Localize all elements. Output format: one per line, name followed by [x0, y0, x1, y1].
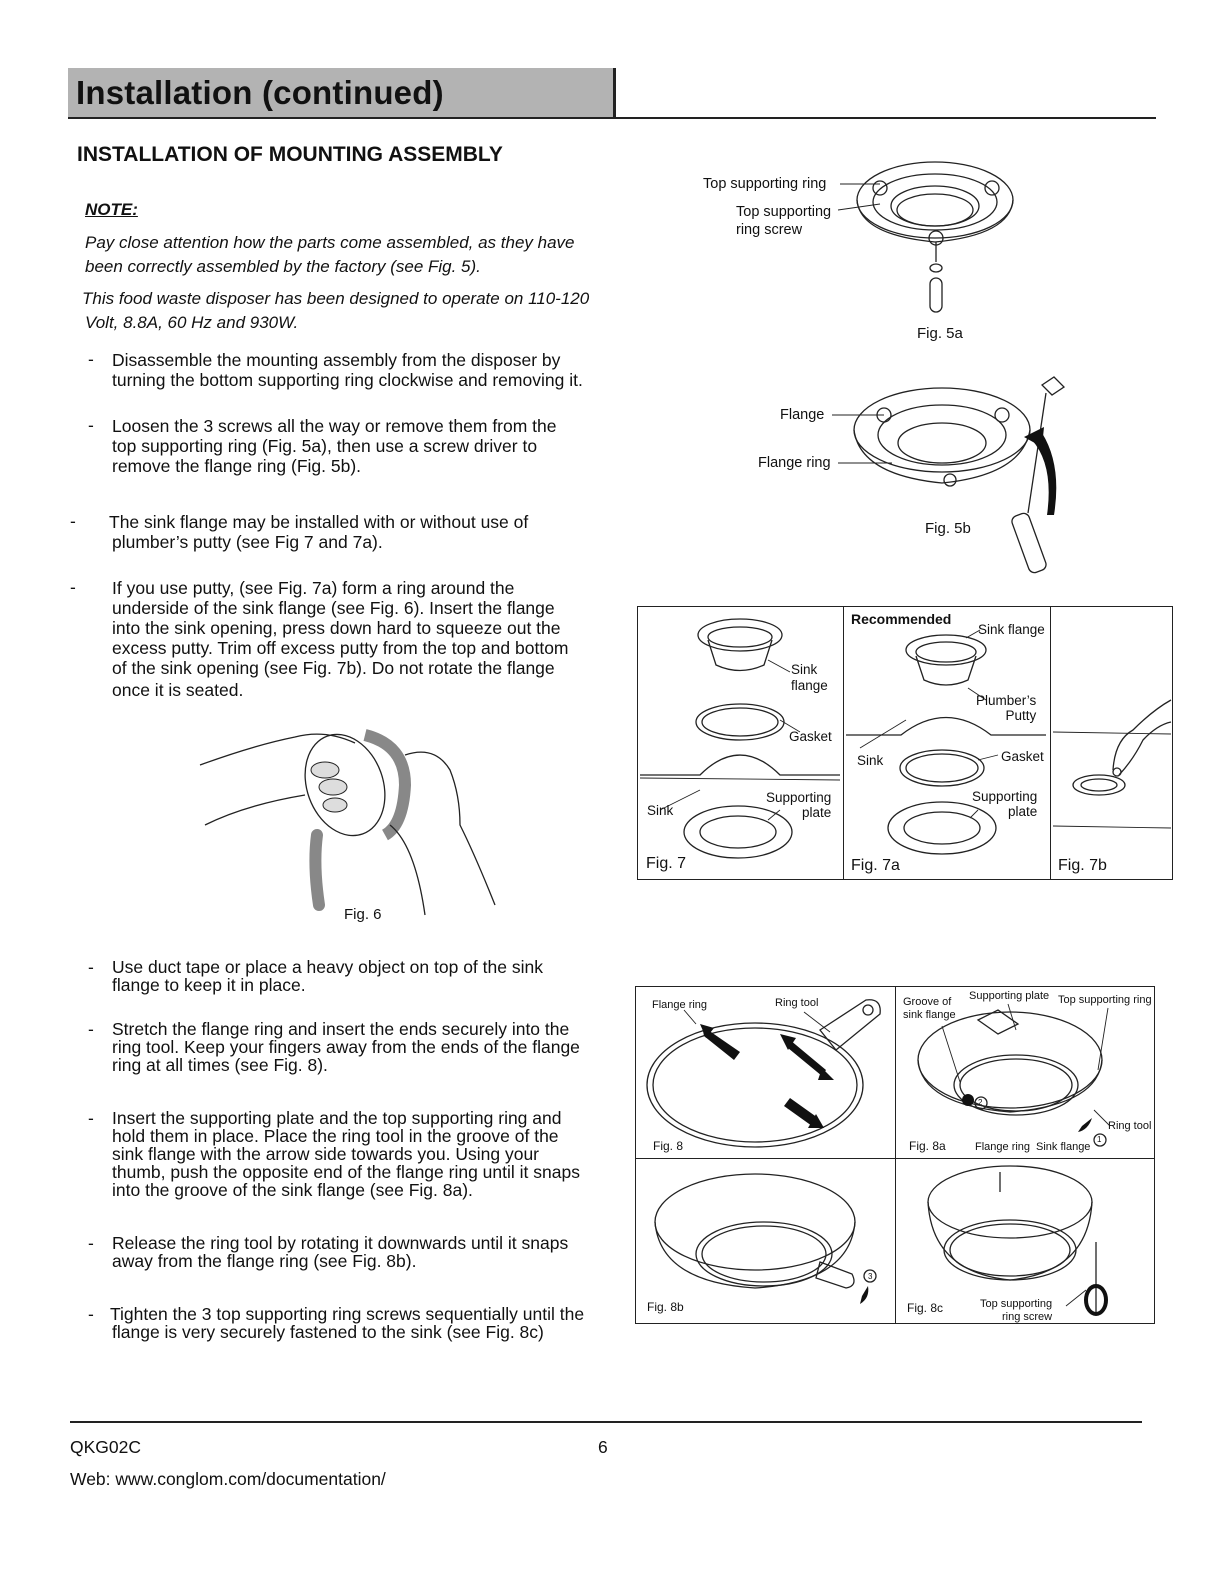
fig7a-callout: Sink	[857, 753, 884, 768]
fig7-callout: Sink	[647, 803, 674, 818]
note-text-4: Volt, 8.8A, 60 Hz and 930W.	[85, 313, 299, 332]
footer-divider	[70, 1421, 1142, 1423]
fig5b-illustration	[832, 375, 1092, 575]
note-text-3: This food waste disposer has been designed to operate on 110-120	[82, 289, 590, 308]
fig7a-illustration	[846, 610, 1046, 870]
fig5b-label: Fig. 5b	[925, 520, 971, 537]
step-bullet: -	[88, 349, 94, 369]
fig8-callout: Ring tool	[775, 997, 819, 1009]
note-text-1: Pay close attention how the parts come assembled, as they have	[85, 233, 575, 252]
fig8b-label: Fig. 8b	[647, 1300, 684, 1314]
step-text: Stretch the flange ring and insert the ends securely into the ring tool. Keep your fingers away from the ends of the flange ring at all times (see Fig. 8).	[112, 1019, 580, 1075]
fig8c-label: Fig. 8c	[907, 1301, 944, 1315]
fig8a-callout: Flange ring	[975, 1141, 1031, 1153]
fig7-label: Fig. 7	[646, 855, 687, 872]
fig7a-callout: Gasket	[1001, 749, 1044, 764]
step-bullet: -	[88, 1233, 94, 1253]
fig7a-callout: Plumber’s Putty	[976, 693, 1037, 723]
header-divider	[68, 117, 1156, 119]
fig6-illustration	[195, 725, 515, 925]
fig7-callout: Gasket	[789, 729, 832, 744]
fig5b-callout: Flange	[780, 407, 825, 423]
step-text: Tighten the 3 top supporting ring screws sequentially until the flange is very securely fastened to the sink (see Fig. 8c)	[110, 1304, 585, 1342]
step-text: Insert the supporting plate and the top supporting ring and hold them in place. Place the ring tool in the groove of the sink flange with the arrow side towards you. Using your thumb, push the opposite end of the flange ring until it snaps into the groove of the sink flange (see Fig. 8a).	[112, 1108, 580, 1200]
fig8c-illustration	[900, 1162, 1150, 1320]
fig7b-illustration	[1053, 610, 1171, 870]
step-bullet: -	[88, 1019, 94, 1039]
page-title: Installation (continued)	[76, 74, 444, 111]
fig5a-callout: Top supporting ring screw	[736, 204, 832, 238]
fig8-divider	[895, 986, 896, 1324]
fig5a-illustration	[840, 150, 1030, 330]
fig8-illustration	[640, 990, 890, 1155]
fig8a-callout: Sink flange	[1036, 1141, 1091, 1153]
step-bullet: -	[88, 957, 94, 977]
page-number: 6	[598, 1437, 608, 1457]
fig8a-callout: Ring tool	[1108, 1120, 1152, 1132]
fig7-callout: Supporting plate	[766, 790, 832, 820]
fig7a-callout: Supporting plate	[972, 789, 1038, 819]
fig7-divider	[843, 606, 844, 880]
fig5a-callout: Top supporting ring	[703, 176, 827, 192]
step-text: Disassemble the mounting assembly from the disposer by turning the bottom supporting ring clockwise and removing it.	[112, 350, 583, 390]
note-text-2: been correctly assembled by the factory (see Fig. 5).	[85, 257, 481, 276]
step-text: If you use putty, (see Fig. 7a) form a ring around the underside of the sink flange (see Fig. 6). Insert the flange into the sink opening, press down hard to squeeze out the excess putty. Trim off excess putty from the top and bottom of the sink opening (see Fig. 7b). Do not rotate the flange once it is seated.	[112, 578, 569, 700]
step-bullet: -	[88, 1108, 94, 1128]
section-title: INSTALLATION OF MOUNTING ASSEMBLY	[77, 143, 503, 166]
fig8c-callout: Top supporting ring screw	[979, 1298, 1053, 1323]
fig8a-callout: Groove of sink flange	[903, 996, 956, 1021]
fig8a-step-1: 1	[1097, 1135, 1102, 1144]
step-bullet: -	[70, 511, 76, 531]
step-bullet: -	[70, 577, 76, 597]
fig8b-step-3: 3	[868, 1272, 873, 1281]
fig7a-recommended: Recommended	[851, 611, 952, 627]
fig8a-step-2: 2	[978, 1098, 983, 1107]
step-text: The sink flange may be installed with or without use of plumber’s putty (see Fig 7 and 7a).	[109, 512, 529, 552]
fig8a-label: Fig. 8a	[909, 1139, 946, 1153]
step-text: Use duct tape or place a heavy object on top of the sink flange to keep it in place.	[112, 957, 543, 995]
footer-model: QKG02C	[70, 1437, 141, 1457]
fig8b-illustration	[640, 1162, 890, 1320]
fig7a-label: Fig. 7a	[851, 857, 900, 874]
step-text: Loosen the 3 screws all the way or remove them from the top supporting ring (Fig. 5a), then use a screw driver to remove the flange ring (Fig. 5b).	[112, 416, 557, 476]
fig8-divider	[635, 1158, 1155, 1159]
fig8-label: Fig. 8	[653, 1139, 684, 1153]
step-bullet: -	[88, 1304, 94, 1324]
fig7-callout: Sink flange	[791, 662, 828, 693]
fig8a-callout: Supporting plate	[969, 990, 1050, 1002]
fig5a-label: Fig. 5a	[917, 325, 963, 342]
fig6-label: Fig. 6	[344, 906, 382, 923]
fig7a-callout: Sink flange	[978, 622, 1045, 637]
step-bullet: -	[88, 415, 94, 435]
fig7-divider	[1050, 606, 1051, 880]
note-label: NOTE:	[85, 200, 138, 219]
step-text: Release the ring tool by rotating it downwards until it snaps away from the flange ring (see Fig. 8b).	[112, 1233, 569, 1271]
fig8-callout: Flange ring	[652, 999, 708, 1011]
fig5b-callout: Flange ring	[758, 455, 831, 471]
footer-web: Web: www.conglom.com/documentation/	[70, 1469, 386, 1489]
fig7b-label: Fig. 7b	[1058, 857, 1107, 874]
fig8a-callout: Top supporting ring	[1058, 994, 1152, 1006]
